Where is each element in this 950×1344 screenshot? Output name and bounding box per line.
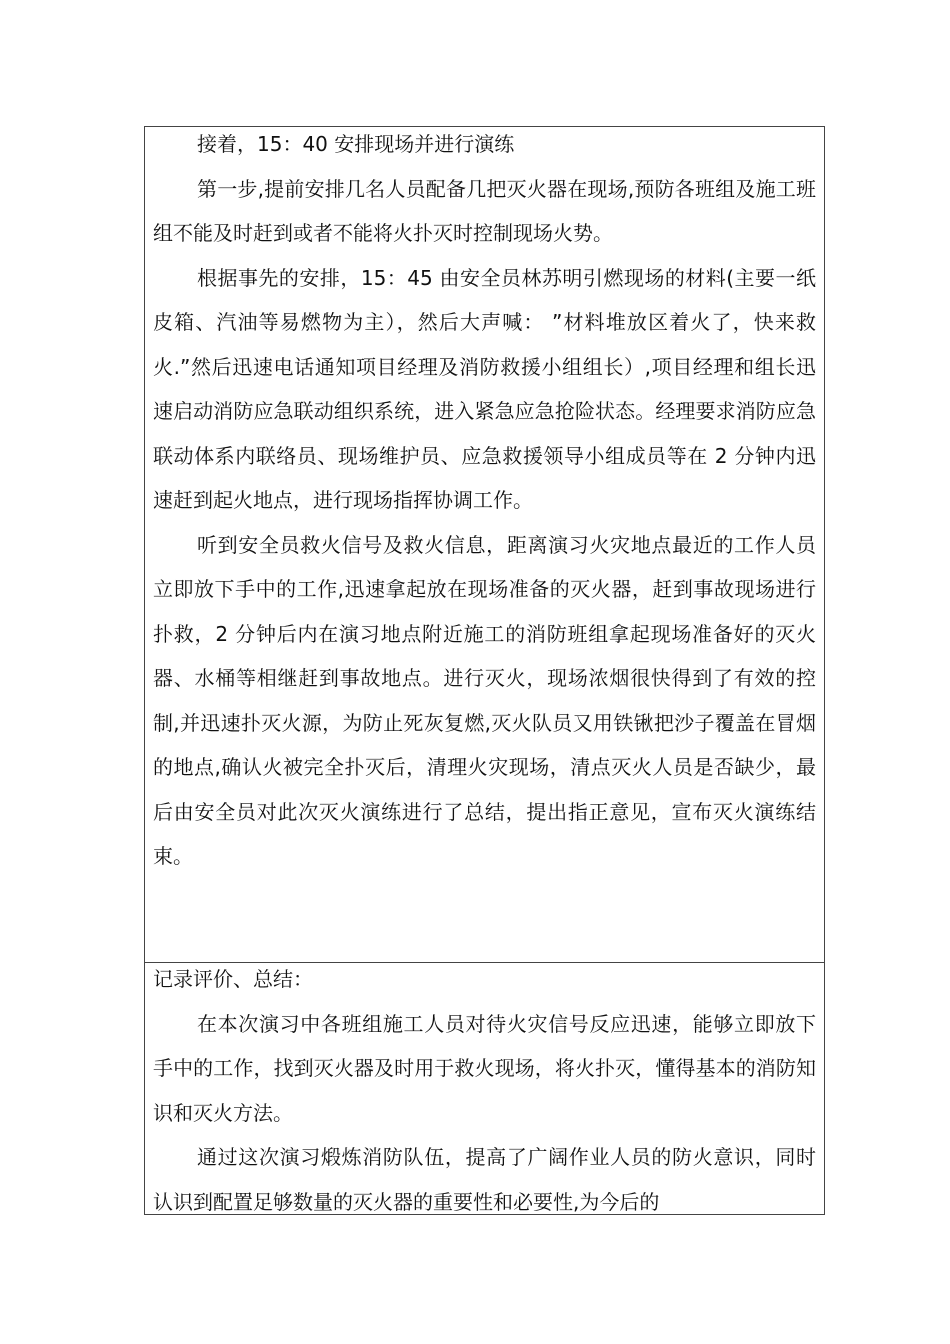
ignition-paragraph: 根据事先的安排，15：45 由安全员林苏明引燃现场的材料(主要一纸皮箱、汽油等易燃物为主），然后大声喊： ”材料堆放区着火了，快来救火.”然后迅速电话通知项目经理及消防救援小组组长）,项目经理和组长迅速启动消防应急联动组织系统，进入紧急应急抢险状态。经理要求消防应急联动体系内联络员、现场维护员、应急救援领导小组成员等在 2 分钟内迅速赶到起火地点，进行现场指挥协调工作。 <box>153 265 816 512</box>
evaluation-paragraph: 在本次演习中各班组施工人员对待火灾信号反应迅速，能够立即放下手中的工作，找到灭火器及时用于救火现场，将火扑灭，懂得基本的消防知识和灭火方法。 <box>153 1011 816 1125</box>
response-paragraph: 听到安全员救火信号及救火信息，距离演习火灾地点最近的工作人员立即放下手中的工作,迅速拿起放在现场准备的灭火器，赶到事故现场进行扑救，2 分钟后内在演习地点附近施工的消防班组拿起现场准备好的灭火器、水桶等相继赶到事故地点。进行灭火，现场浓烟很快得到了有效的控制,并迅速扑灭火源，为防止死灰复燃,灭火队员又用铁锹把沙子覆盖在冒烟的地点,确认火被完全扑灭后，清理火灾现场，清点灭火人员是否缺少，最后由安全员对此次灭火演练进行了总结，提出指正意见，宣布灭火演练结束。 <box>153 532 816 868</box>
record-table <box>144 126 825 1215</box>
evaluation-heading: 记录评价、总结： <box>153 967 313 991</box>
drill-time-paragraph: 接着，15：40 安排现场并进行演练 <box>197 132 515 156</box>
step-one-paragraph: 第一步,提前安排几名人员配备几把灭火器在现场,预防各班组及施工班组不能及时赶到或者不能将火扑灭时控制现场火势。 <box>153 176 816 245</box>
drill-process-cell <box>145 127 824 963</box>
summary-paragraph: 通过这次演习煅炼消防队伍，提高了广阔作业人员的防火意识，同时认识到配置足够数量的灭火器的重要性和必要性,为今后的 <box>153 1145 816 1214</box>
evaluation-cell <box>145 963 824 1214</box>
